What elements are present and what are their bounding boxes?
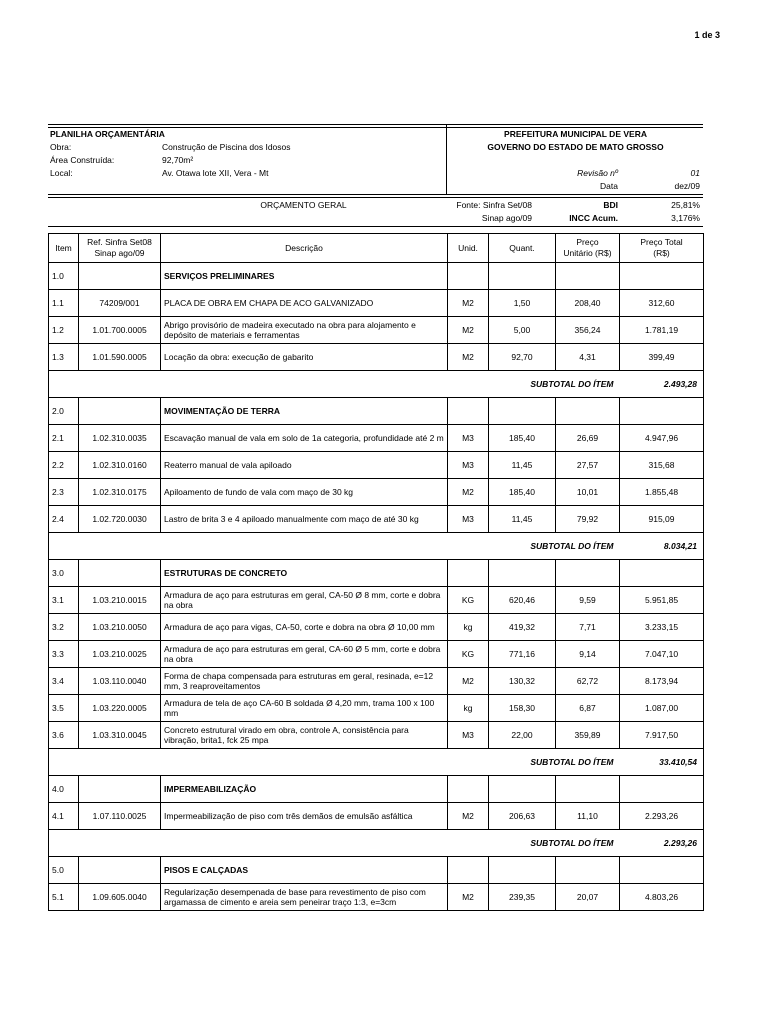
area-value: 92,70m²: [162, 155, 194, 165]
header-divider: [446, 124, 447, 194]
section-empty-cell: [620, 857, 704, 884]
page-number: 1 de 3: [694, 30, 720, 40]
item-ref: 1.03.210.0015: [79, 587, 161, 614]
item-unit-price: 10,01: [556, 479, 620, 506]
fonte-line-1: Fonte: Sinfra Set/08: [456, 200, 532, 210]
table-row: [49, 668, 704, 695]
summary-title: ORÇAMENTO GERAL: [260, 200, 347, 210]
table-row: [49, 479, 704, 506]
table-row: [49, 290, 704, 317]
section-row: [49, 263, 704, 290]
item-number: 3.5: [49, 695, 79, 722]
item-total-price: 2.293,26: [620, 803, 704, 830]
subtotal-label: SUBTOTAL DO ÍTEM: [49, 533, 620, 560]
subtotal-value: 8.034,21: [620, 533, 704, 560]
section-title: IMPERMEABILIZAÇÃO: [161, 776, 448, 803]
subtotal-value: 2.293,26: [620, 830, 704, 857]
revisao-label: Revisão nº: [577, 168, 618, 178]
section-empty-cell: [448, 560, 489, 587]
section-empty-cell: [489, 857, 556, 884]
item-quantity: 185,40: [489, 425, 556, 452]
subtotal-label: SUBTOTAL DO ÍTEM: [49, 749, 620, 776]
item-unit-price: 7,71: [556, 614, 620, 641]
section-empty-cell: [448, 776, 489, 803]
item-total-price: 8.173,94: [620, 668, 704, 695]
local-label: Local:: [50, 168, 73, 178]
item-description: Apiloamento de fundo de vala com maço de 30 kg: [161, 479, 448, 506]
item-description: Armadura de aço para estruturas em geral, CA-50 Ø 8 mm, corte e dobra na obra: [161, 587, 448, 614]
item-quantity: 419,32: [489, 614, 556, 641]
org-line-1: PREFEITURA MUNICIPAL DE VERA: [504, 129, 647, 139]
item-total-price: 312,60: [620, 290, 704, 317]
obra-value: Construção de Piscina dos Idosos: [162, 142, 291, 152]
item-unit-price: 26,69: [556, 425, 620, 452]
item-unit-price: 6,87: [556, 695, 620, 722]
item-ref: 1.03.210.0050: [79, 614, 161, 641]
section-row: [49, 398, 704, 425]
item-ref: 1.09.605.0040: [79, 884, 161, 911]
item-description: PLACA DE OBRA EM CHAPA DE ACO GALVANIZADO: [161, 290, 448, 317]
item-unit: M2: [448, 344, 489, 371]
item-total-price: 399,49: [620, 344, 704, 371]
org-line-2: GOVERNO DO ESTADO DE MATO GROSSO: [487, 142, 664, 152]
item-quantity: 158,30: [489, 695, 556, 722]
subtotal-label: SUBTOTAL DO ÍTEM: [49, 830, 620, 857]
subtotal-value: 2.493,28: [620, 371, 704, 398]
table-row: [49, 722, 704, 749]
section-empty-cell: [556, 776, 620, 803]
section-empty-cell: [620, 398, 704, 425]
item-description: Escavação manual de vala em solo de 1a categoria, profundidade até 2 m: [161, 425, 448, 452]
item-ref: 1.02.720.0030: [79, 506, 161, 533]
section-empty-cell: [556, 398, 620, 425]
bdi-value: 25,81%: [671, 200, 700, 210]
item-unit-price: 62,72: [556, 668, 620, 695]
item-quantity: 130,32: [489, 668, 556, 695]
item-unit: M3: [448, 722, 489, 749]
item-total-price: 915,09: [620, 506, 704, 533]
item-total-price: 7.047,10: [620, 641, 704, 668]
item-unit: kg: [448, 695, 489, 722]
item-total-price: 7.917,50: [620, 722, 704, 749]
item-description: Armadura de aço para estruturas em geral, CA-60 Ø 5 mm, corte e dobra na obra: [161, 641, 448, 668]
subtotal-row: [49, 533, 704, 560]
item-ref: 1.03.310.0045: [79, 722, 161, 749]
header-mid-rule: [48, 194, 703, 195]
item-description: Abrigo provisório de madeira executado na obra para alojamento e depósito de materiais e ferramentas: [161, 317, 448, 344]
item-description: Armadura de aço para vigas, CA-50, corte e dobra na obra Ø 10,00 mm: [161, 614, 448, 641]
item-quantity: 206,63: [489, 803, 556, 830]
item-unit: M3: [448, 506, 489, 533]
item-number: 2.3: [49, 479, 79, 506]
item-unit: KG: [448, 641, 489, 668]
fonte-line-2: Sinap ago/09: [481, 213, 532, 223]
item-description: Forma de chapa compensada para estruturas em geral, resinada, e=12 mm, 3 reaproveitamentos: [161, 668, 448, 695]
header-descricao: Descrição: [161, 234, 448, 263]
revisao-value: 01: [690, 168, 700, 178]
item-unit: M2: [448, 668, 489, 695]
item-unit: M2: [448, 479, 489, 506]
header-item: Item: [49, 234, 79, 263]
section-item-number: 3.0: [49, 560, 79, 587]
item-description: Armadura de tela de aço CA-60 B soldada Ø 4,20 mm, trama 100 x 100 mm: [161, 695, 448, 722]
item-quantity: 5,00: [489, 317, 556, 344]
section-title: SERVIÇOS PRELIMINARES: [161, 263, 448, 290]
table-row: [49, 587, 704, 614]
item-quantity: 771,16: [489, 641, 556, 668]
section-empty-cell: [489, 398, 556, 425]
header-top-rule-2: [48, 127, 703, 128]
item-unit: kg: [448, 614, 489, 641]
header-mid-rule-2: [48, 197, 703, 198]
bdi-label: BDI: [603, 200, 618, 210]
section-row: [49, 560, 704, 587]
table-header-row: [49, 234, 704, 263]
section-ref-cell: [79, 398, 161, 425]
subtotal-label: SUBTOTAL DO ÍTEM: [49, 371, 620, 398]
item-number: 3.3: [49, 641, 79, 668]
table-row: [49, 425, 704, 452]
item-number: 3.4: [49, 668, 79, 695]
incc-value: 3,176%: [671, 213, 700, 223]
header-preco-unitario: Preço Unitário (R$): [556, 234, 620, 263]
item-unit: M2: [448, 317, 489, 344]
subtotal-row: [49, 830, 704, 857]
section-row: [49, 776, 704, 803]
item-quantity: 11,45: [489, 506, 556, 533]
item-ref: 1.02.310.0035: [79, 425, 161, 452]
table-row: [49, 452, 704, 479]
table-row: [49, 317, 704, 344]
item-unit-price: 9,59: [556, 587, 620, 614]
subtotal-row: [49, 371, 704, 398]
item-ref: 1.03.110.0040: [79, 668, 161, 695]
table-body: [49, 263, 704, 911]
item-ref: 1.03.220.0005: [79, 695, 161, 722]
item-number: 1.2: [49, 317, 79, 344]
section-item-number: 4.0: [49, 776, 79, 803]
item-quantity: 620,46: [489, 587, 556, 614]
header-unid: Unid.: [448, 234, 489, 263]
local-value: Av. Otawa lote XII, Vera - Mt: [162, 168, 269, 178]
item-unit: M2: [448, 803, 489, 830]
item-description: Impermeabilização de piso com três demãos de emulsão asfáltica: [161, 803, 448, 830]
section-empty-cell: [448, 398, 489, 425]
item-unit-price: 9,14: [556, 641, 620, 668]
item-description: Reaterro manual de vala apiloado: [161, 452, 448, 479]
item-total-price: 1.781,19: [620, 317, 704, 344]
item-ref: 1.02.310.0160: [79, 452, 161, 479]
section-title: ESTRUTURAS DE CONCRETO: [161, 560, 448, 587]
item-total-price: 315,68: [620, 452, 704, 479]
item-unit: M3: [448, 452, 489, 479]
section-item-number: 1.0: [49, 263, 79, 290]
item-quantity: 239,35: [489, 884, 556, 911]
item-total-price: 4.947,96: [620, 425, 704, 452]
section-title: MOVIMENTAÇÃO DE TERRA: [161, 398, 448, 425]
item-ref: 1.01.700.0005: [79, 317, 161, 344]
section-empty-cell: [448, 857, 489, 884]
item-total-price: 1.087,00: [620, 695, 704, 722]
item-unit-price: 359,89: [556, 722, 620, 749]
section-item-number: 2.0: [49, 398, 79, 425]
item-description: Locação da obra: execução de gabarito: [161, 344, 448, 371]
section-empty-cell: [489, 560, 556, 587]
item-number: 4.1: [49, 803, 79, 830]
item-number: 5.1: [49, 884, 79, 911]
doc-type: PLANILHA ORÇAMENTÁRIA: [50, 129, 165, 139]
subtotal-row: [49, 749, 704, 776]
section-ref-cell: [79, 776, 161, 803]
item-unit-price: 208,40: [556, 290, 620, 317]
summary-bottom-rule: [48, 226, 703, 227]
obra-label: Obra:: [50, 142, 72, 152]
item-unit: M3: [448, 425, 489, 452]
item-ref: 1.01.590.0005: [79, 344, 161, 371]
item-unit-price: 11,10: [556, 803, 620, 830]
section-item-number: 5.0: [49, 857, 79, 884]
item-unit-price: 356,24: [556, 317, 620, 344]
item-ref: 1.07.110.0025: [79, 803, 161, 830]
data-value: dez/09: [674, 181, 700, 191]
section-empty-cell: [556, 857, 620, 884]
item-description: Lastro de brita 3 e 4 apiloado manualmente com maço de até 30 kg: [161, 506, 448, 533]
item-ref: 74209/001: [79, 290, 161, 317]
item-quantity: 11,45: [489, 452, 556, 479]
item-number: 2.4: [49, 506, 79, 533]
item-unit-price: 79,92: [556, 506, 620, 533]
table-row: [49, 884, 704, 911]
header-top-rule: [48, 124, 703, 125]
table-row: [49, 344, 704, 371]
item-number: 1.3: [49, 344, 79, 371]
item-quantity: 1,50: [489, 290, 556, 317]
item-number: 3.2: [49, 614, 79, 641]
table-row: [49, 506, 704, 533]
section-ref-cell: [79, 857, 161, 884]
item-unit-price: 4,31: [556, 344, 620, 371]
item-number: 1.1: [49, 290, 79, 317]
item-number: 2.2: [49, 452, 79, 479]
item-description: Concreto estrutural virado em obra, controle A, consistência para vibração, brita1, fck 25 mpa: [161, 722, 448, 749]
section-title: PISOS E CALÇADAS: [161, 857, 448, 884]
incc-label: INCC Acum.: [569, 213, 618, 223]
section-empty-cell: [620, 263, 704, 290]
section-empty-cell: [620, 776, 704, 803]
section-empty-cell: [489, 776, 556, 803]
section-empty-cell: [489, 263, 556, 290]
table-row: [49, 803, 704, 830]
data-label: Data: [600, 181, 618, 191]
item-total-price: 1.855,48: [620, 479, 704, 506]
item-unit-price: 27,57: [556, 452, 620, 479]
item-ref: 1.02.310.0175: [79, 479, 161, 506]
item-number: 3.6: [49, 722, 79, 749]
table-row: [49, 641, 704, 668]
area-label: Área Construída:: [50, 155, 115, 165]
item-total-price: 3.233,15: [620, 614, 704, 641]
header-quant: Quant.: [489, 234, 556, 263]
item-total-price: 4.803,26: [620, 884, 704, 911]
header-ref: Ref. Sinfra Set08 Sinap ago/09: [79, 234, 161, 263]
section-ref-cell: [79, 560, 161, 587]
table-row: [49, 614, 704, 641]
item-description: Regularização desempenada de base para revestimento de piso com argamassa de cimento e areia sem peneirar traço 1:3, e=3cm: [161, 884, 448, 911]
item-unit-price: 20,07: [556, 884, 620, 911]
item-quantity: 185,40: [489, 479, 556, 506]
item-number: 3.1: [49, 587, 79, 614]
item-unit: M2: [448, 290, 489, 317]
section-empty-cell: [448, 263, 489, 290]
item-unit: M2: [448, 884, 489, 911]
section-row: [49, 857, 704, 884]
header-preco-total: Preço Total (R$): [620, 234, 704, 263]
section-empty-cell: [620, 560, 704, 587]
section-empty-cell: [556, 560, 620, 587]
section-empty-cell: [556, 263, 620, 290]
budget-table: [48, 233, 704, 911]
subtotal-value: 33.410,54: [620, 749, 704, 776]
table-row: [49, 695, 704, 722]
item-quantity: 92,70: [489, 344, 556, 371]
section-ref-cell: [79, 263, 161, 290]
item-unit: KG: [448, 587, 489, 614]
item-quantity: 22,00: [489, 722, 556, 749]
item-number: 2.1: [49, 425, 79, 452]
item-ref: 1.03.210.0025: [79, 641, 161, 668]
item-total-price: 5.951,85: [620, 587, 704, 614]
